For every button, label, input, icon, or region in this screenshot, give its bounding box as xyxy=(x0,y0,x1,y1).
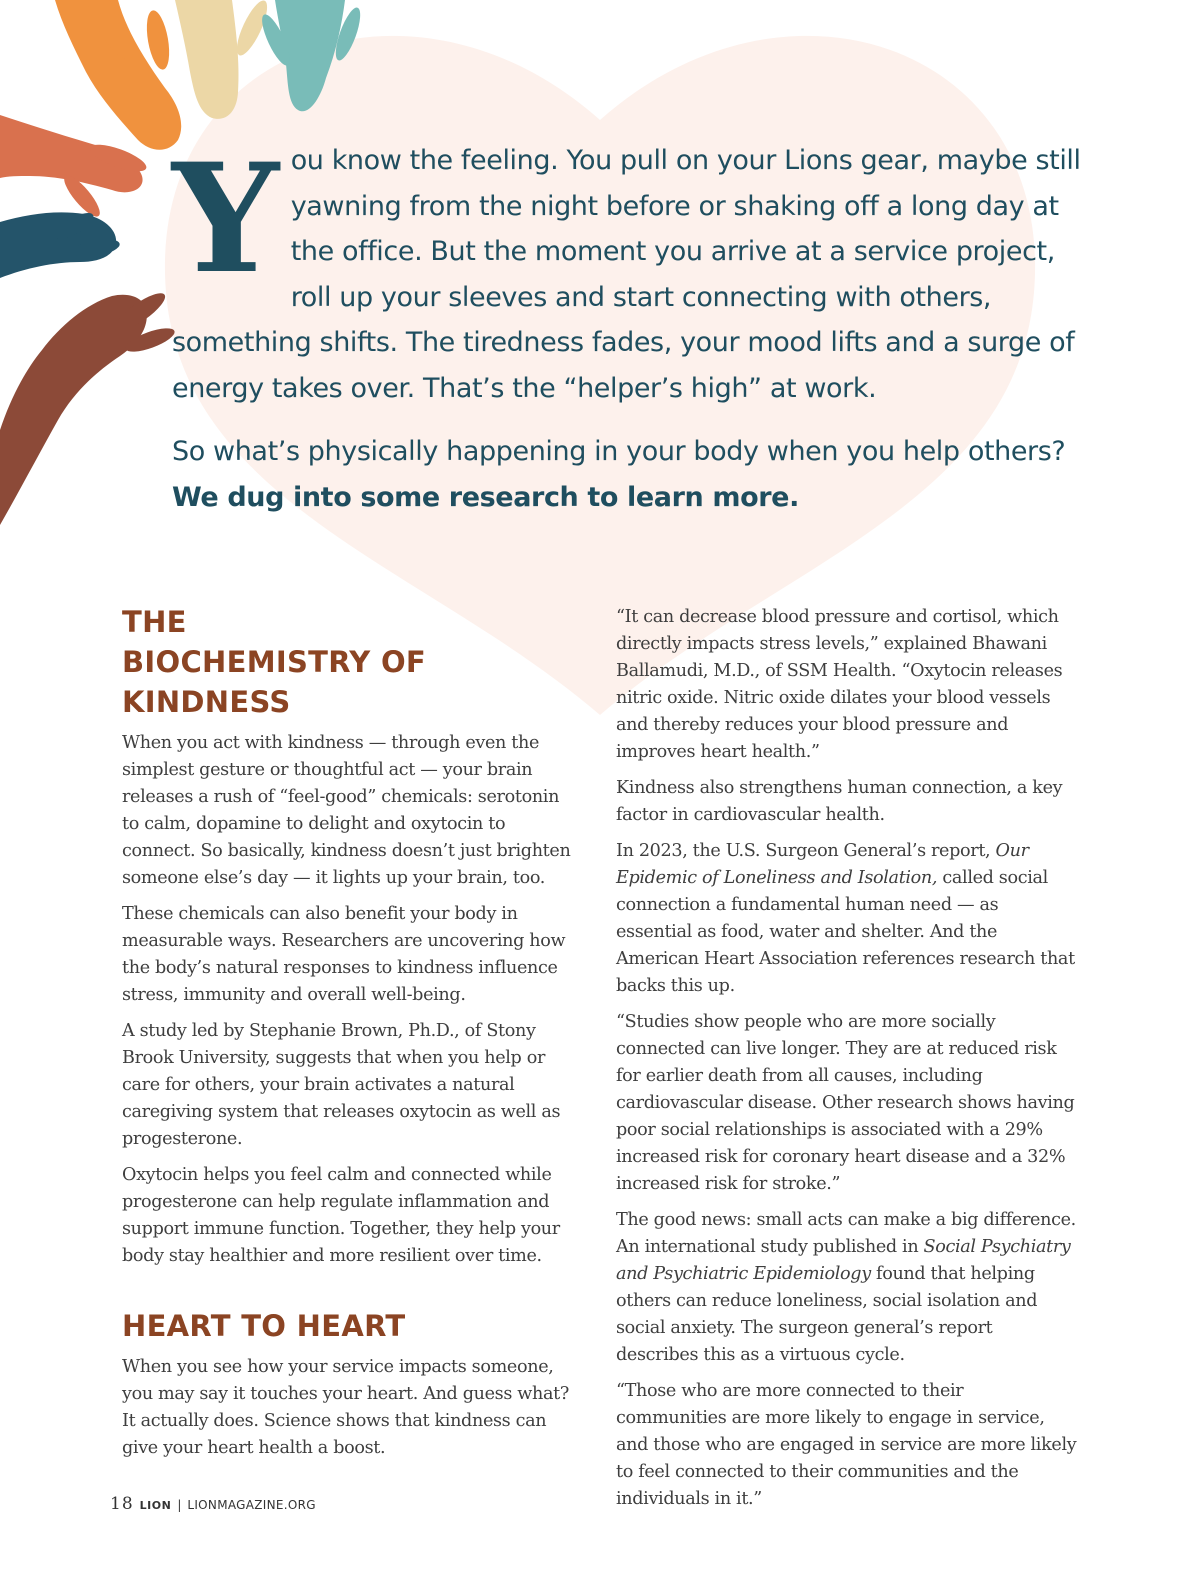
page-number: 18 xyxy=(110,1494,134,1514)
text-span: In 2023, the U.S. Surgeon General’s report, xyxy=(616,841,996,861)
footer-separator: | xyxy=(177,1498,182,1512)
report-title: Our Epidemic of Loneliness and Isolation, xyxy=(616,841,1029,888)
body-paragraph xyxy=(616,1207,1078,1369)
cream-hand xyxy=(175,0,273,119)
teal-hand xyxy=(257,0,365,111)
body-paragraph: A study led by Stephanie Brown, Ph.D., of Stony Brook University, suggests that when you help or care for others, your brain activates a natural caregiving system that releases oxytocin as well as progesterone. xyxy=(122,1021,561,1149)
heading-biochemistry-of-kindness: THE BIOCHEMISTRY OF KINDNESS xyxy=(122,605,427,719)
right-column xyxy=(616,604,1078,1522)
journal-title: Social Psychiatry and Psychiatric Epidemiology xyxy=(616,1237,1071,1284)
navy-hand xyxy=(0,208,121,278)
intro-section xyxy=(172,131,1102,520)
intro-paragraph-text: ou know the feeling. You pull on your Lions gear, maybe still yawning from the night before or shaking off a long day at the office. But the moment you arrive at a service project, roll up your sleeves and start connecting with others, something shifts. The tiredness fades, your mood lifts and a surge of energy takes over. That’s the “helper’s high” at work. xyxy=(172,145,1081,404)
text-span: found that helping others can reduce loneliness, social isolation and social anxiety. The surgeon general’s report describes this as a virtuous cycle. xyxy=(616,1264,1038,1365)
body-paragraph: These chemicals can also benefit your body in measurable ways. Researchers are uncovering how the body’s natural responses to kindness influence stress, immunity and overall well-being. xyxy=(122,904,566,1005)
body-paragraph xyxy=(616,838,1078,1000)
body-paragraph: Kindness also strengthens human connection, a key factor in cardiovascular health. xyxy=(616,778,1063,825)
intro-research-line: We dug into some research to learn more. xyxy=(172,481,799,513)
magazine-brand: LION xyxy=(139,1499,172,1512)
intro-question: So what’s physically happening in your body when you help others? xyxy=(172,436,1066,467)
body-paragraph: “Studies show people who are more socially connected can live longer. They are at reduced risk for earlier death from all causes, including cardiovascular disease. Other research shows having poor social relationships is associated with a 29% increased risk for coronary heart disease and a 32% increased risk for stroke.” xyxy=(616,1012,1075,1194)
intro-paragraph xyxy=(172,131,1102,411)
drop-cap: Y xyxy=(172,131,279,307)
page-footer xyxy=(110,1494,316,1514)
body-paragraph: When you see how your service impacts someone, you may say it touches your heart. And guess what? It actually does. Science shows that kindness can give your heart health a boost. xyxy=(122,1357,569,1458)
body-paragraph: When you act with kindness — through even the simplest gesture or thoughtful act — your brain releases a rush of “feel-good” chemicals: serotonin to calm, dopamine to delight and oxytocin to connect. So basically, kindness doesn’t just brighten someone else’s day — it lights up your brain, too. xyxy=(122,733,571,888)
coral-hand xyxy=(0,115,149,221)
body-paragraph: “It can decrease blood pressure and cortisol, which directly impacts stress levels,” explained Bhawani Ballamudi, M.D., of SSM Health. “Oxytocin releases nitric oxide. Nitric oxide dilates your blood vessels and thereby reduces your blood pressure and improves heart health.” xyxy=(616,607,1063,762)
left-column xyxy=(122,602,572,1471)
brown-hand xyxy=(0,287,177,525)
text-span: The good news: small acts can make a big difference. An international study published in xyxy=(616,1210,1076,1257)
text-span: called social connection a fundamental human need — as essential as food, water and shelter. And the American Heart Association references research that backs this up. xyxy=(616,868,1075,996)
website-link[interactable]: LIONMAGAZINE.ORG xyxy=(187,1498,316,1512)
heading-heart-to-heart: HEART TO HEART xyxy=(122,1309,406,1343)
body-paragraph: Oxytocin helps you feel calm and connected while progesterone can help regulate inflammation and support immune function. Together, they help your body stay healthier and more resilient over time. xyxy=(122,1165,560,1266)
body-paragraph: “Those who are more connected to their communities are more likely to engage in service, and those who are engaged in service are more likely to feel connected to their communities and the individuals in it.” xyxy=(616,1381,1077,1509)
orange-hand xyxy=(55,0,181,150)
